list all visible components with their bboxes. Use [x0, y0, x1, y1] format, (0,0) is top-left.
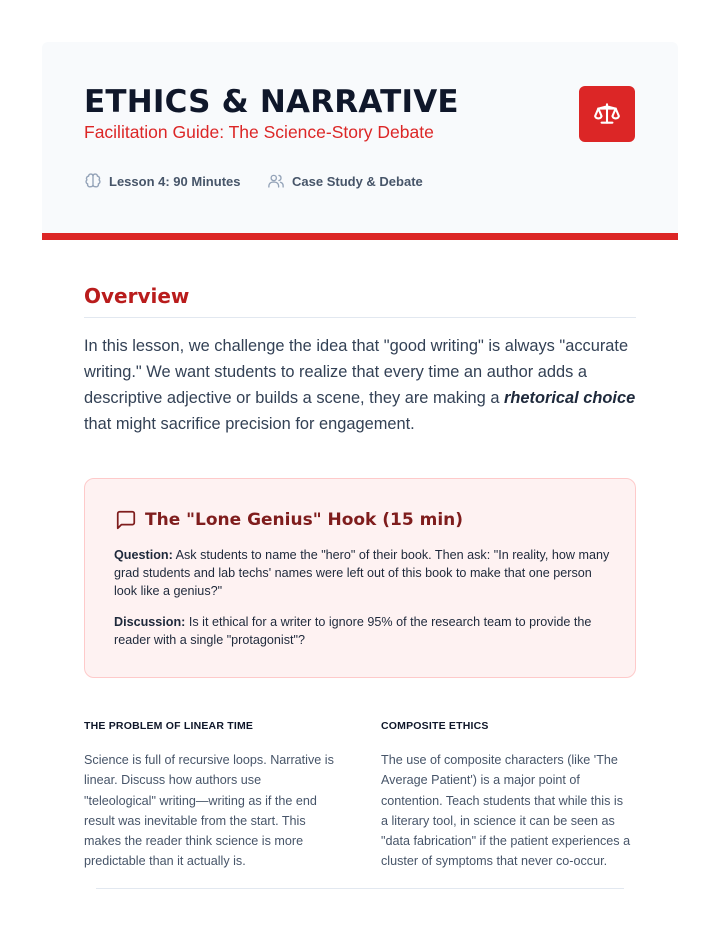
page-subtitle: Facilitation Guide: The Science-Story Debate [84, 122, 434, 142]
scales-icon [594, 101, 620, 127]
hook-discussion-text: Is it ethical for a writer to ignore 95% of the research team to provide the reader with a single "protagonist"? [114, 615, 592, 647]
page-title: ETHICS & NARRATIVE [84, 84, 459, 120]
hook-header [115, 509, 463, 531]
linear-time-column [84, 720, 336, 872]
lesson-duration-label: Lesson 4: 90 Minutes [109, 173, 241, 189]
hook-question-text: Ask students to name the "hero" of their book. Then ask: "In reality, how many grad students and lab techs' names were left out of this book to make that one person look like a genius?" [114, 548, 610, 598]
overview-text-after: that might sacrifice precision for engagement. [84, 415, 415, 433]
message-square-icon [115, 509, 137, 531]
overview-text-before: In this lesson, we challenge the idea that "good writing" is always "accurate writing." We want students to realize that every time an author adds a descriptive adjective or builds a scene, they are making a [84, 337, 629, 407]
users-icon [267, 172, 285, 190]
logo-badge [579, 86, 635, 142]
hook-discussion [114, 613, 614, 649]
linear-time-heading: THE PROBLEM OF LINEAR TIME [84, 720, 254, 732]
header-accent-bar [42, 233, 678, 240]
linear-time-body: Science is full of recursive loops. Narrative is linear. Discuss how authors use "teleological" writing—writing as if the end result was inevitable from the start. This makes the reader think science is more predictable than it actually is. [84, 753, 334, 869]
hook-callout [84, 478, 636, 678]
overview-emphasis: rhetorical choice [504, 389, 636, 407]
overview-paragraph [84, 333, 644, 437]
hook-discussion-label: Discussion: [114, 615, 186, 629]
lesson-format-meta [267, 172, 423, 190]
lesson-duration-meta [84, 172, 240, 190]
lesson-format-label: Case Study & Debate [292, 173, 423, 189]
hook-title: The "Lone Genius" Hook (15 min) [145, 510, 464, 530]
composite-ethics-body: The use of composite characters (like 'The Average Patient') is a major point of contention. Teach students that while this is a literary tool, in science it can be seen as "data fabrication" if the patient experiences a cluster of symptoms that never co-occur. [381, 753, 631, 869]
hook-question-label: Question: [114, 548, 173, 562]
composite-ethics-column [381, 720, 633, 872]
hook-question [114, 546, 614, 600]
overview-divider [84, 317, 636, 318]
brain-icon [84, 172, 102, 190]
page-header [42, 42, 678, 240]
footer-divider [96, 888, 624, 889]
composite-ethics-heading: COMPOSITE ETHICS [381, 720, 489, 732]
overview-heading: Overview [84, 284, 190, 308]
